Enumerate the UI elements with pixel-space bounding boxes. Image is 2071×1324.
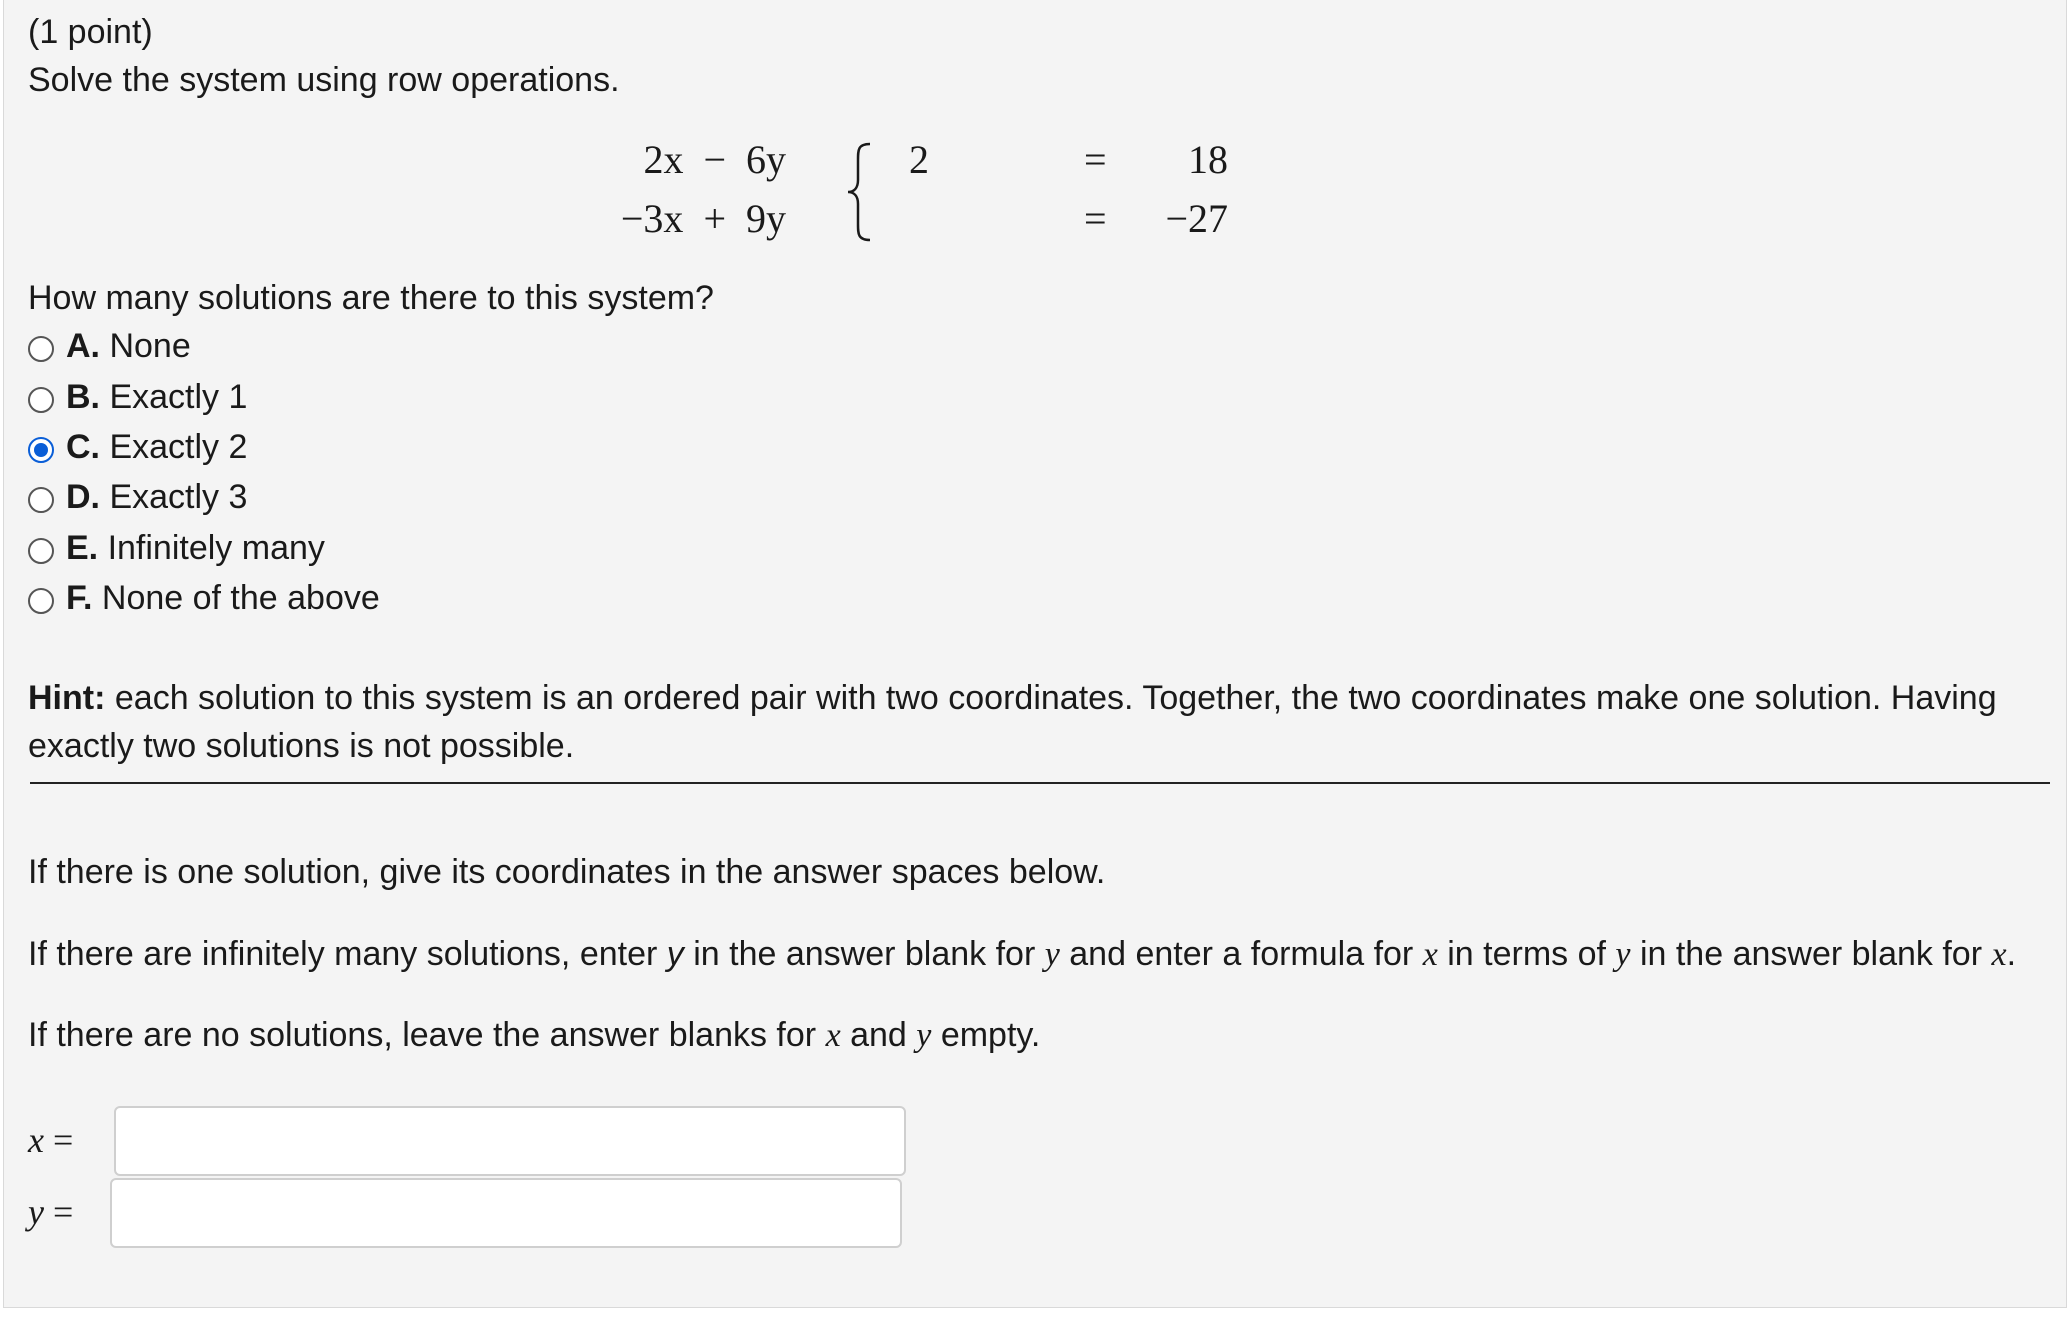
question-prompt: How many solutions are there to this system? — [28, 279, 714, 317]
option-text: Exactly 2 — [109, 428, 248, 466]
problem-panel — [3, 0, 2067, 1308]
instruction-one-solution: If there is one solution, give its coordinates in the answer spaces below. — [28, 853, 1106, 891]
eq2-rhs: −27 — [1165, 196, 1228, 241]
option-letter: C. — [66, 428, 100, 466]
eq1-rhs: 18 — [1188, 137, 1228, 182]
eq1-equals: = — [1084, 137, 1107, 182]
x-answer-input[interactable] — [114, 1106, 906, 1176]
y-answer-label: y = — [28, 1192, 74, 1232]
eq1-term-x: 2 — [909, 137, 929, 182]
hint-line-1: Hint: each solution to this system is an ordered pair with two coordinates. Together, the two coordinates make one solution. Having — [28, 679, 1997, 717]
option-letter: B. — [66, 378, 100, 416]
radio-option-b[interactable] — [28, 387, 54, 413]
hint-line-2: exactly two solutions is not possible. — [28, 727, 575, 765]
x-answer-label: x = — [28, 1120, 74, 1160]
left-brace — [844, 140, 874, 244]
eq1-lhs: 2x − 6y — [643, 137, 786, 182]
points-label: (1 point) — [28, 13, 153, 51]
option-letter: D. — [66, 478, 100, 516]
option-text: Infinitely many — [107, 529, 325, 567]
problem-instruction: Solve the system using row operations. — [28, 61, 620, 99]
option-text: Exactly 3 — [109, 478, 248, 516]
radio-option-f[interactable] — [28, 588, 54, 614]
eq2-lhs: −3x + 9y — [620, 196, 786, 241]
option-text: Exactly 1 — [109, 378, 248, 416]
divider — [30, 782, 2050, 784]
eq2-equals: = — [1084, 196, 1107, 241]
option-letter: F. — [66, 579, 93, 617]
option-letter: E. — [66, 529, 99, 567]
option-letter: A. — [66, 327, 100, 365]
instruction-infinite: If there are infinitely many solutions, enter y in the answer blank for y and enter a formula for x in terms of y in the answer blank for x. — [28, 935, 2017, 973]
radio-option-e[interactable] — [28, 538, 54, 564]
y-answer-input[interactable] — [110, 1178, 902, 1248]
hint-label: Hint: — [28, 679, 106, 717]
radio-option-a[interactable] — [28, 336, 54, 362]
option-text: None of the above — [101, 579, 380, 617]
radio-option-d[interactable] — [28, 487, 54, 513]
instruction-no-solution: If there are no solutions, leave the answer blanks for x and y empty. — [28, 1016, 1041, 1054]
option-text: None — [109, 327, 191, 365]
radio-option-c[interactable] — [28, 437, 54, 463]
